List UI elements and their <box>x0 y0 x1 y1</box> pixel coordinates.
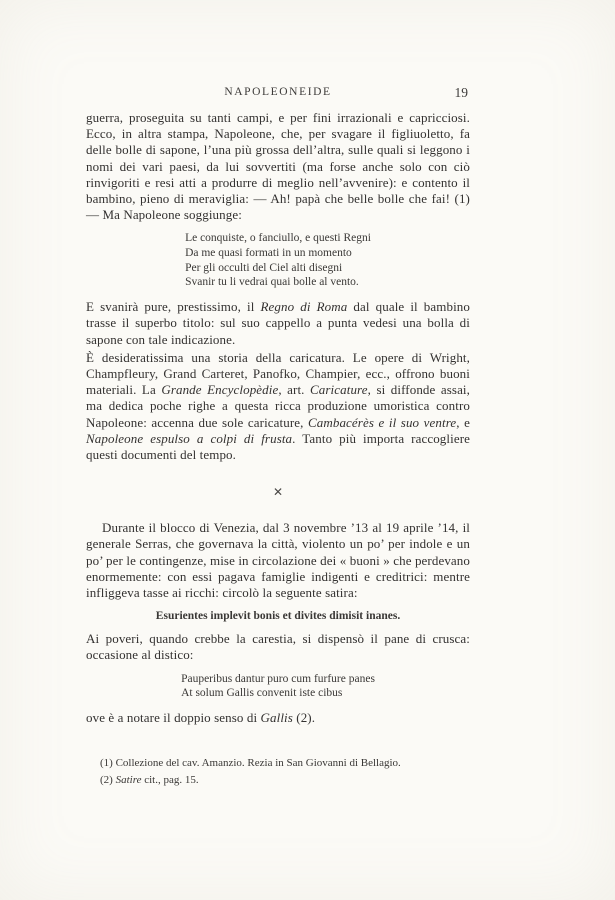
footnote-1: (1) Collezione del cav. Amanzio. Rezia in San Giovanni di Bellagio. <box>100 757 401 770</box>
page-header <box>86 86 470 104</box>
paragraph-regno-di-roma: E svanirà pure, prestissimo, il Regno di Roma dal quale il bambino trasse il superbo titolo: sul suo cappello a punta vedesi una bolla di sapone con tale indicazione. <box>86 299 470 347</box>
paragraph-ai-poveri: Ai poveri, quando crebbe la carestia, si dispensò il pane di crusca: occasione al distico: <box>86 631 470 663</box>
verse-block-distico <box>86 672 470 702</box>
paragraph-gallis-note: ove è a notare il doppio senso di Gallis (2). <box>86 710 316 726</box>
verse-lines: Le conquiste, o fanciullo, e questi Regni Da me quasi formati in un momento Per gli occulti del Ciel alti disegni Svanir tu li vedrai quai bolle al vento. <box>185 232 371 289</box>
paragraph-blocco-venezia: Durante il blocco di Venezia, dal 3 novembre ’13 al 19 aprile ’14, il generale Serras, che governava la città, violento un po’ per indole e un po’ per le contingenze, mise in circolazione dei « buoni » che perdevano enormemente: con essi pagava famiglie indigenti e creditrici: mentre infliggeva tasse ai ricchi: circolò la seguente satira: <box>86 520 470 601</box>
footnote-2: (2) Satire cit., pag. 15. <box>100 773 199 786</box>
running-title: NAPOLEONEIDE <box>224 86 332 98</box>
section-separator-ornament: ✕ <box>272 485 284 500</box>
footnotes-section <box>86 756 470 787</box>
latin-satire-quote: Esurientes implevit bonis et divites dimisit inanes. <box>155 610 401 623</box>
verse-block-conquiste <box>86 231 470 290</box>
page-content <box>86 86 470 789</box>
verse-lines: Pauperibus dantur puro cum furfure panes At solum Gallis convenit iste cibus <box>181 672 375 700</box>
page-number: 19 <box>454 85 468 100</box>
paragraph-continuation: guerra, proseguita su tanti campi, e per fini irrazionali e capricciosi. Ecco, in altra stampa, Napoleone, che, per svagare il figliuoletto, fa delle bolle di sapone, l’una più grossa dell’altra, sulle quali si leggono i nomi dei vari paesi, da lui sovvertiti (ma forse anche solo con ciò rinvigoriti e resi atti a produrre di meglio nell’avvenire): e contento il bambino, pieno di meraviglia: — Ah! papà che belle bolle che fai! (1) — Ma Napoleone soggiunge: <box>86 110 470 223</box>
paragraph-caricatura: È desideratissima una storia della caricatura. Le opere di Wright, Champfleury, Grand Carteret, Panofko, Champier, ecc., offrono buoni materiali. La Grande Encyclopèdie, art. Caricature, si diffonde assai, ma dedica poche righe a questa ricca produzione umoristica contro Napoleone: accenna due sole caricature, Cambacérès e il suo ventre, e Napoleone espulso a colpi di frusta. Tanto più importa raccogliere questi documenti del tempo. <box>86 349 470 463</box>
